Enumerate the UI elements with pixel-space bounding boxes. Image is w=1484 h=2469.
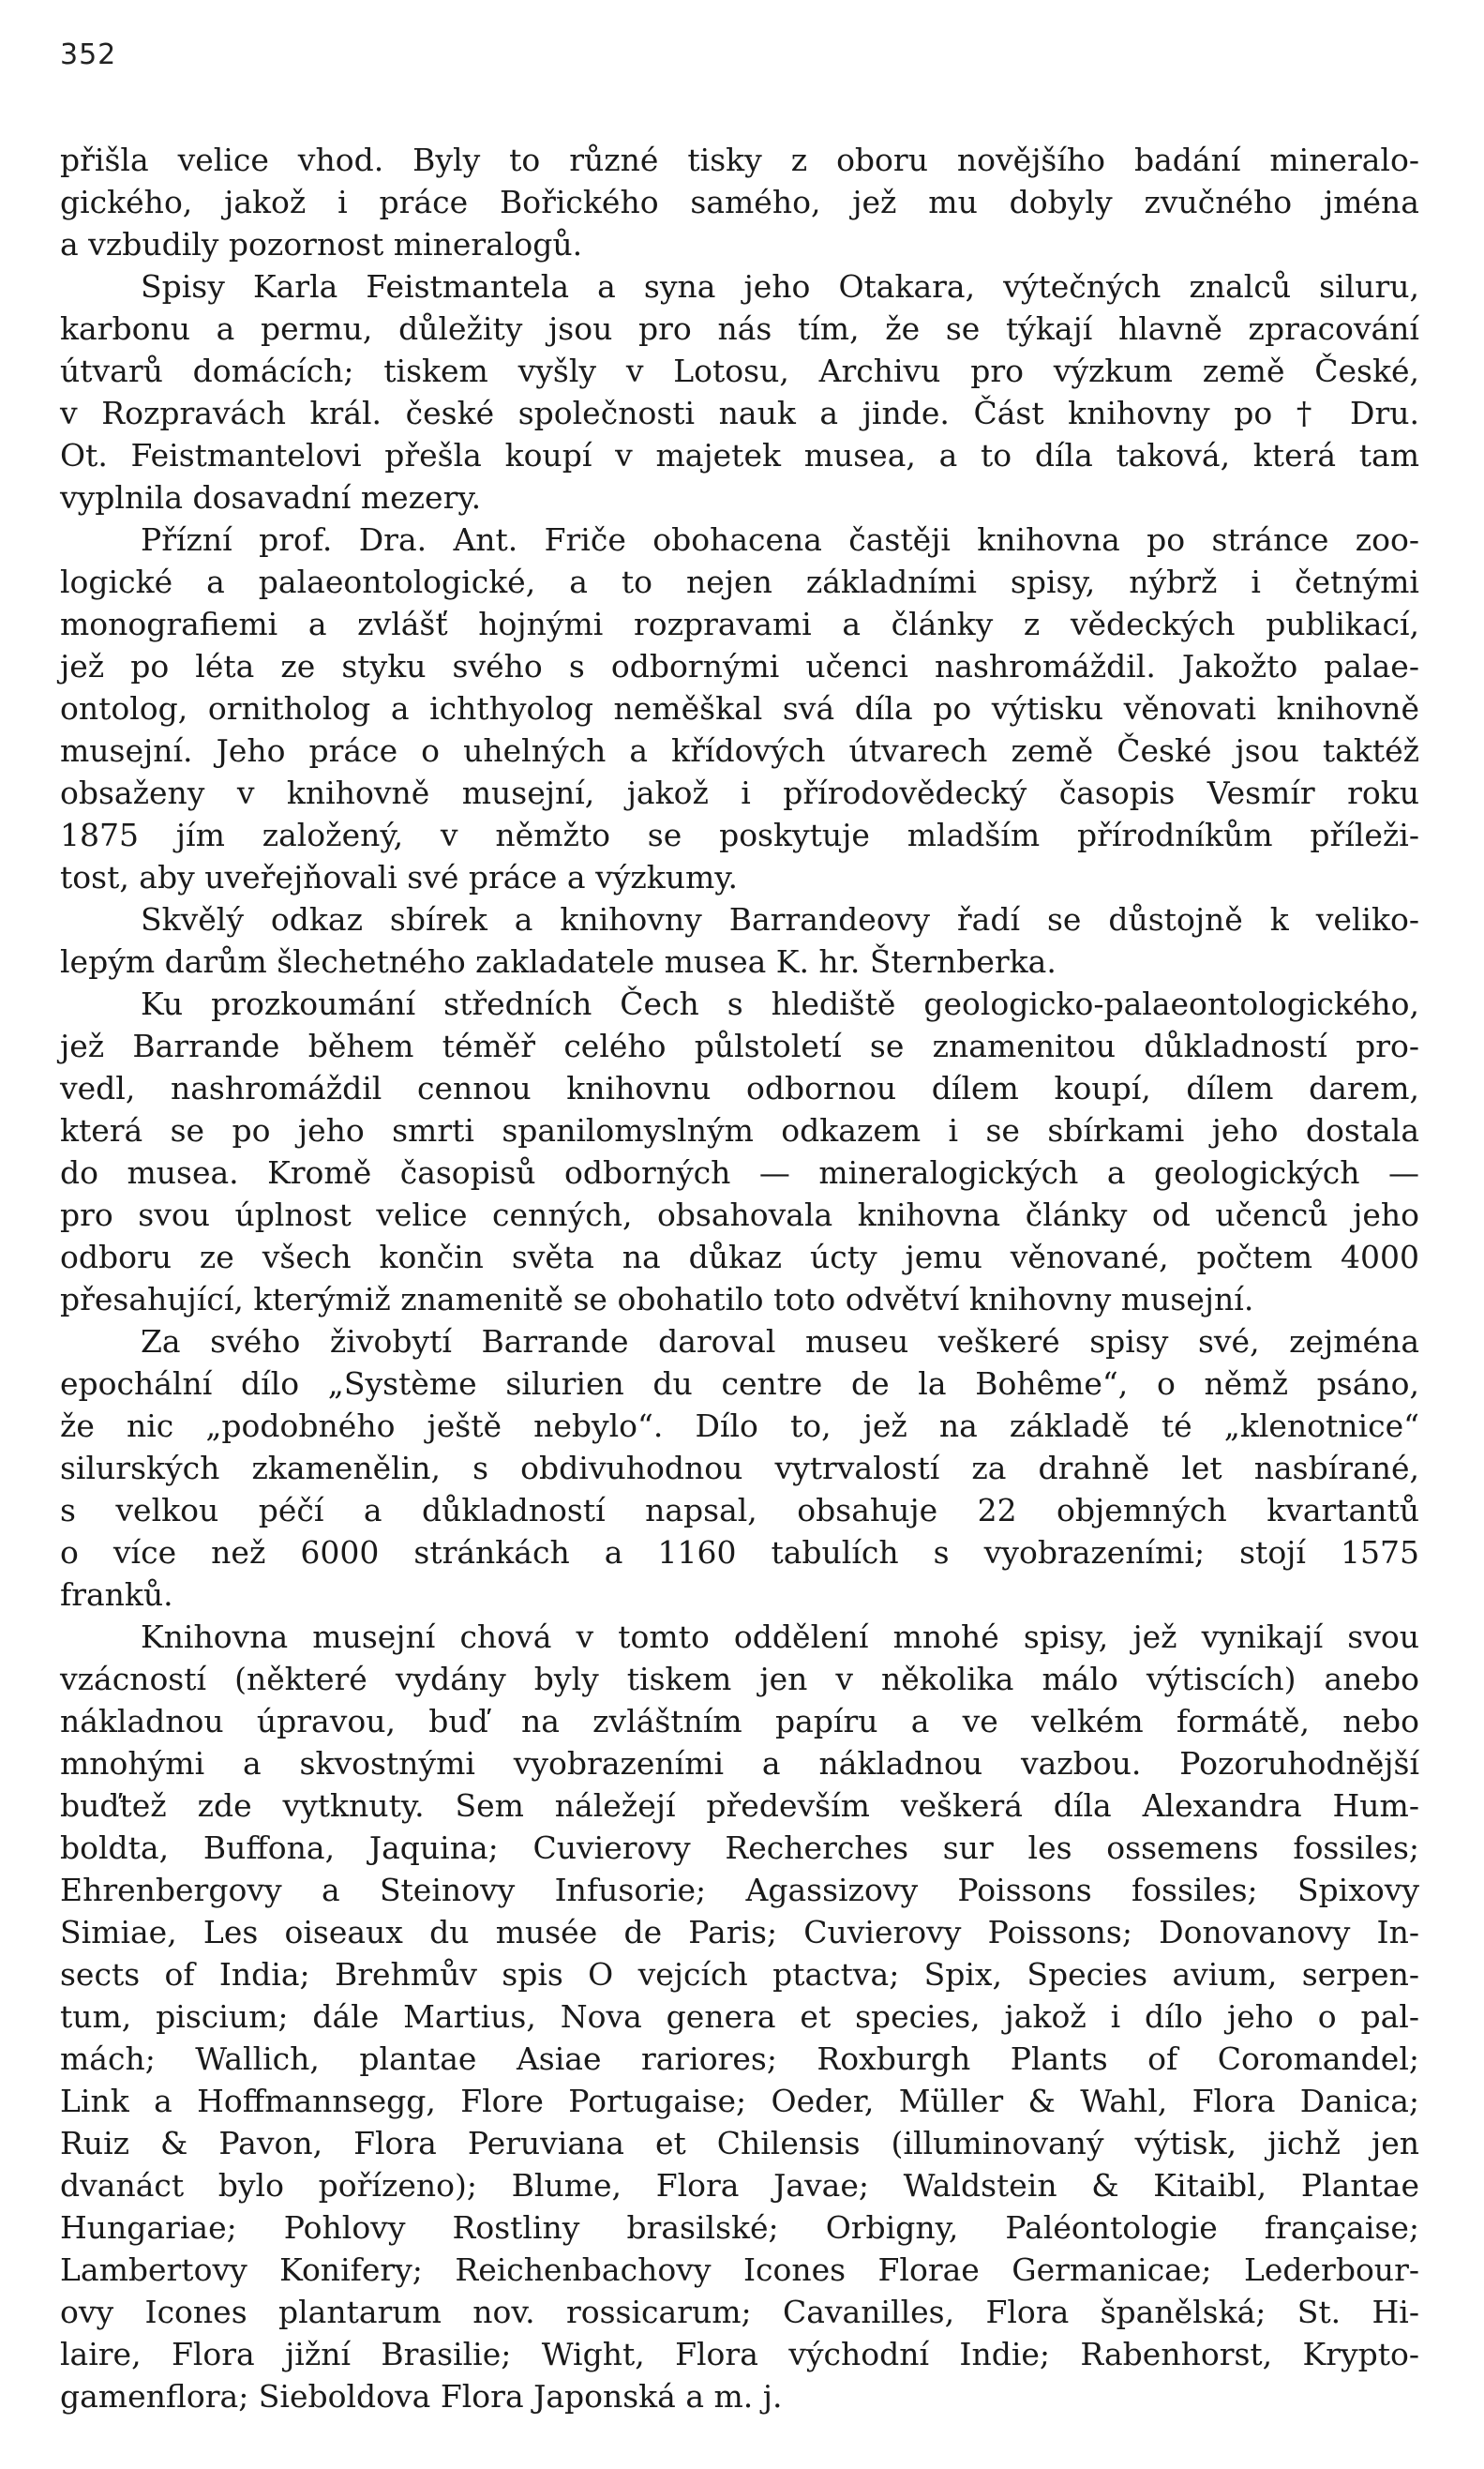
text-line: vzácností (některé vydány byly tiskem jen v několika málo výtiscích) anebo — [60, 1661, 1419, 1697]
text-line: gamenflora; Sieboldova Flora Japonská a m. j. — [60, 2378, 783, 2415]
page-number: 352 — [60, 38, 117, 71]
text-line: Spisy Karla Feistmantela a syna jeho Otakara, výtečných znalců siluru, — [141, 268, 1419, 305]
text-line: franků. — [60, 1576, 173, 1613]
text-line: Přízní prof. Dra. Ant. Friče obohacena častěji knihovna po stránce zoo- — [141, 521, 1419, 558]
text-line: útvarů domácích; tiskem vyšly v Lotosu, Archivu pro výzkum země České, — [60, 353, 1419, 389]
text-line: laire, Flora jižní Brasilie; Wight, Flora východní Indie; Rabenhorst, Krypto- — [60, 2336, 1419, 2372]
text-line: epochální dílo „Système silurien du centre de la Bohême“, o němž psáno, — [60, 1365, 1419, 1402]
text-line: která se po jeho smrti spanilomyslným odkazem i se sbírkami jeho dostala — [60, 1112, 1419, 1149]
text-line: že nic „podobného ještě nebylo“. Dílo to, jež na základě té „klenotnice“ — [60, 1408, 1419, 1444]
text-line: Simiae, Les oiseaux du musée de Paris; Cuvierovy Poissons; Donovanovy In- — [60, 1914, 1419, 1950]
text-line: boldta, Buffona, Jaquina; Cuvierovy Recherches sur les ossemens fossiles; — [60, 1829, 1419, 1866]
text-line: a vzbudily pozornost mineralogů. — [60, 226, 583, 263]
text-line: Ot. Feistmantelovi přešla koupí v majetek musea, a to díla taková, která tam — [60, 437, 1419, 474]
text-line: o více než 6000 stránkách a 1160 tabulích s vyobrazeními; stojí 1575 — [60, 1534, 1419, 1571]
text-line: monografiemi a zvlášť hojnými rozpravami a články z vědeckých publikací, — [60, 606, 1419, 642]
text-line: s velkou péčí a důkladností napsal, obsahuje 22 objemných kvartantů — [60, 1492, 1419, 1528]
text-line: vedl, nashromáždil cennou knihovnu odbornou dílem koupí, dílem darem, — [60, 1070, 1419, 1107]
text-line: karbonu a permu, důležity jsou pro nás tím, že se týkají hlavně zpracování — [60, 310, 1419, 347]
text-line: pro svou úplnost velice cenných, obsahovala knihovna články od učenců jeho — [60, 1197, 1419, 1233]
text-line: logické a palaeontologické, a to nejen základními spisy, nýbrž i četnými — [60, 564, 1419, 600]
text-line: buďtež zde vytknuty. Sem náležejí především veškerá díla Alexandra Hum- — [60, 1787, 1419, 1824]
text-line: ovy Icones plantarum nov. rossicarum; Cavanilles, Flora španělská; St. Hi- — [60, 2294, 1419, 2330]
text-line: nákladnou úpravou, buď na zvláštním papíru a ve velkém formátě, nebo — [60, 1703, 1419, 1739]
text-line: 1875 jím založený, v němžto se poskytuje mladším přírodníkům příleži- — [60, 817, 1419, 853]
text-line: lepým darům šlechetného zakladatele musea K. hr. Šternberka. — [60, 943, 1057, 980]
text-line: Hungariae; Pohlovy Rostliny brasilské; Orbigny, Paléontologie française; — [60, 2209, 1419, 2246]
text-line: mách; Wallich, plantae Asiae rariores; Roxburgh Plants of Coromandel; — [60, 2040, 1419, 2077]
text-line: jež po léta ze styku svého s odbornými učenci nashromáždil. Jakožto palae- — [60, 648, 1419, 685]
text-line: Lambertovy Konifery; Reichenbachovy Icones Florae Germanicae; Lederbour- — [60, 2251, 1419, 2288]
text-line: přesahující, kterýmiž znamenitě se obohatilo toto odvětví knihovny musejní. — [60, 1281, 1254, 1317]
text-line: silurských zkamenělin, s obdivuhodnou vytrvalostí za drahně let nasbírané, — [60, 1450, 1419, 1486]
text-line: v Rozpravách král. české společnosti nauk a jinde. Část knihovny po † Dru. — [60, 395, 1419, 431]
text-line: do musea. Kromě časopisů odborných — mineralogických a geologických — — [60, 1154, 1419, 1191]
text-line: mnohými a skvostnými vyobrazeními a nákladnou vazbou. Pozoruhodnější — [60, 1745, 1419, 1782]
text-line: tum, piscium; dále Martius, Nova genera et species, jakož i dílo jeho o pal- — [60, 1998, 1419, 2035]
text-line: gického, jakož i práce Bořického samého, jež mu dobyly zvučného jména — [60, 184, 1419, 220]
text-line: obsaženy v knihovně musejní, jakož i přírodovědecký časopis Vesmír roku — [60, 775, 1419, 811]
text-line: dvanáct bylo pořízeno); Blume, Flora Javae; Waldstein & Kitaibl, Plantae — [60, 2167, 1419, 2204]
text-line: sects of India; Brehmův spis O vejcích ptactva; Spix, Species avium, serpen- — [60, 1956, 1419, 1993]
text-line: Ruiz & Pavon, Flora Peruviana et Chilensis (illuminovaný výtisk, jichž jen — [60, 2125, 1419, 2161]
text-line: přišla velice vhod. Byly to různé tisky z oboru novějšího badání mineralo- — [60, 142, 1419, 178]
text-line: Link a Hoffmannsegg, Flore Portugaise; Oeder, Müller & Wahl, Flora Danica; — [60, 2083, 1419, 2119]
text-line: tost, aby uveřejňovali své práce a výzkumy. — [60, 859, 739, 896]
text-line: odboru ze všech končin světa na důkaz úcty jemu věnované, počtem 4000 — [60, 1239, 1419, 1275]
text-line: vyplnila dosavadní mezery. — [60, 479, 482, 516]
text-line: musejní. Jeho práce o uhelných a křídových útvarech země České jsou taktéž — [60, 732, 1419, 769]
text-line: Za svého živobytí Barrande daroval museu veškeré spisy své, zejména — [141, 1323, 1419, 1360]
body-text — [60, 139, 1419, 2417]
text-line: ontolog, ornitholog a ichthyolog neměškal svá díla po výtisku věnovati knihovně — [60, 690, 1419, 727]
text-line: Knihovna musejní chová v tomto oddělení mnohé spisy, jež vynikají svou — [141, 1618, 1419, 1655]
text-line: jež Barrande během téměř celého půlstoletí se znamenitou důkladností pro- — [60, 1028, 1419, 1064]
text-line: Ku prozkoumání středních Čech s hlediště geologicko-palaeontologického, — [141, 986, 1419, 1022]
text-line: Ehrenbergovy a Steinovy Infusorie; Agassizovy Poissons fossiles; Spixovy — [60, 1872, 1419, 1908]
text-line: Skvělý odkaz sbírek a knihovny Barrandeovy řadí se důstojně k veliko- — [141, 901, 1419, 938]
